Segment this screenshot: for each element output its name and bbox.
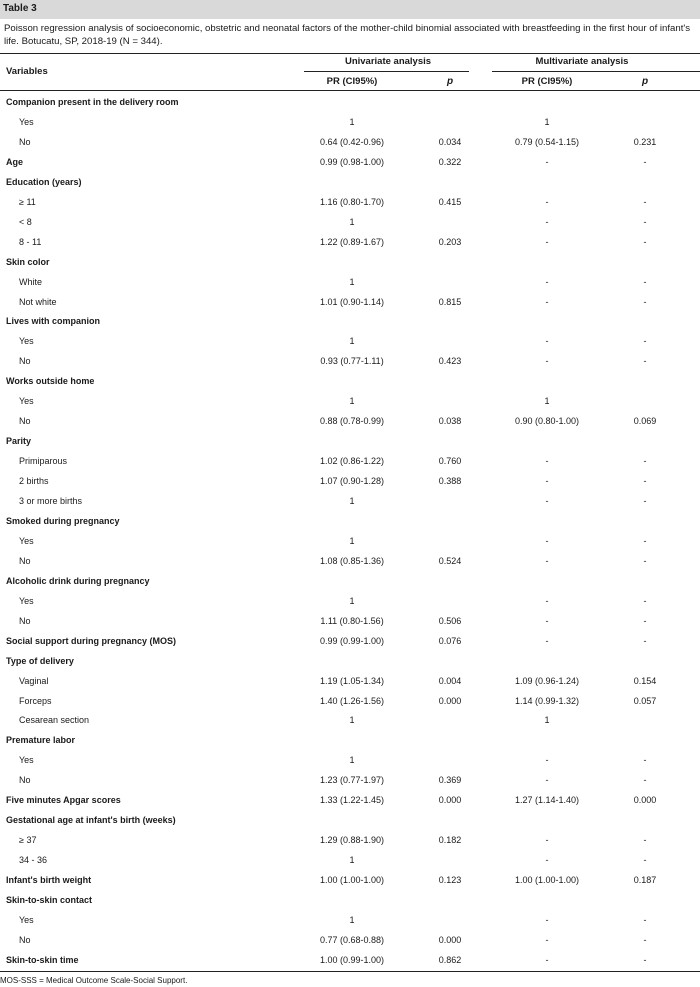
cell-pr-ci-uni: 1.19 (1.05-1.34)	[319, 676, 385, 686]
cell-p-uni: 0.423	[438, 356, 462, 366]
cell-pr-ci-multi: 0.79 (0.54-1.15)	[514, 137, 580, 147]
cell-p-uni: 0.004	[438, 676, 462, 686]
cell-pr-ci-uni: 1	[349, 596, 355, 606]
cell-pr-ci-uni: 1.33 (1.22-1.45)	[319, 795, 385, 805]
cell-p-uni: 0.000	[438, 696, 462, 706]
cell-pr-ci-uni: 1	[349, 496, 355, 506]
row-variable-label: Works outside home	[6, 376, 95, 386]
cell-pr-ci-uni: 1.23 (0.77-1.97)	[319, 775, 385, 785]
row-category-label: 34 - 36	[19, 855, 48, 865]
row-category-label: ≥ 37	[19, 835, 37, 845]
cell-pr-ci-multi: -	[545, 336, 549, 346]
cell-pr-ci-uni: 0.99 (0.99-1.00)	[319, 636, 385, 646]
row-category-label: Forceps	[19, 696, 52, 706]
row-category-label: 3 or more births	[19, 496, 83, 506]
row-variable-label: Parity	[6, 436, 32, 446]
row-variable-label: Education (years)	[6, 177, 82, 187]
cell-pr-ci-uni: 1.07 (0.90-1.28)	[319, 476, 385, 486]
cell-pr-ci-uni: 1.02 (0.86-1.22)	[319, 456, 385, 466]
cell-p-uni: 0.182	[438, 835, 462, 845]
cell-pr-ci-uni: 1.29 (0.88-1.90)	[319, 835, 385, 845]
cell-p-uni: 0.815	[438, 297, 462, 307]
cell-pr-ci-multi: -	[545, 297, 549, 307]
header-multivariate: Multivariate analysis	[535, 56, 629, 67]
cell-p-multi: -	[643, 356, 647, 366]
cell-pr-ci-multi: -	[545, 496, 549, 506]
row-category-label: < 8	[19, 217, 32, 227]
cell-p-multi: -	[643, 297, 647, 307]
row-category-label: Cesarean section	[19, 715, 90, 725]
cell-p-multi: 0.154	[633, 676, 657, 686]
row-category-label: No	[19, 935, 31, 945]
cell-p-multi: -	[643, 496, 647, 506]
cell-pr-ci-multi: 1.27 (1.14-1.40)	[514, 795, 580, 805]
row-variable-label: Skin-to-skin time	[6, 955, 79, 965]
cell-pr-ci-uni: 1	[349, 217, 355, 227]
row-variable-label: Social support during pregnancy (MOS)	[6, 636, 177, 646]
cell-pr-ci-uni: 1.40 (1.26-1.56)	[319, 696, 385, 706]
cell-p-multi: -	[643, 596, 647, 606]
cell-pr-ci-multi: -	[545, 855, 549, 865]
row-variable-label: Five minutes Apgar scores	[6, 795, 121, 805]
cell-pr-ci-uni: 0.64 (0.42-0.96)	[319, 137, 385, 147]
row-category-label: 2 births	[19, 476, 49, 486]
cell-pr-ci-multi: -	[545, 596, 549, 606]
row-category-label: White	[19, 277, 43, 287]
cell-p-uni: 0.123	[438, 875, 462, 885]
row-category-label: No	[19, 556, 31, 566]
cell-pr-ci-uni: 1.11 (0.80-1.56)	[320, 616, 384, 626]
row-variable-label: Type of delivery	[6, 656, 74, 666]
table-label: Table 3	[3, 3, 37, 14]
cell-p-multi: -	[643, 855, 647, 865]
row-category-label: No	[19, 775, 31, 785]
cell-p-uni: 0.038	[438, 416, 462, 426]
cell-p-uni: 0.322	[438, 157, 462, 167]
cell-pr-ci-multi: 1	[544, 396, 550, 406]
header-univariate: Univariate analysis	[344, 56, 432, 67]
cell-pr-ci-multi: -	[545, 955, 549, 965]
row-variable-label: Age	[6, 157, 24, 167]
cell-pr-ci-uni: 1	[349, 277, 355, 287]
row-variable-label: Smoked during pregnancy	[6, 516, 120, 526]
cell-p-multi: -	[643, 915, 647, 925]
cell-pr-ci-multi: -	[545, 476, 549, 486]
cell-p-multi: -	[643, 955, 647, 965]
cell-pr-ci-multi: -	[545, 536, 549, 546]
table-caption: Poisson regression analysis of socioeconomic, obstetric and neonatal factors of the mother-child binomial associated with breastfeeding in the first hour of infant's life. Botucatu, SP, 2018-19 (N = 344).	[4, 23, 691, 47]
header-variables: Variables	[6, 66, 48, 77]
cell-p-multi: 0.069	[633, 416, 657, 426]
row-variable-label: Premature labor	[6, 735, 76, 745]
cell-pr-ci-uni: 1	[349, 396, 355, 406]
cell-pr-ci-uni: 0.99 (0.98-1.00)	[319, 157, 385, 167]
cell-pr-ci-uni: 1.08 (0.85-1.36)	[319, 556, 385, 566]
cell-p-multi: -	[643, 636, 647, 646]
cell-p-multi: -	[643, 755, 647, 765]
table-footnote: MOS-SSS = Medical Outcome Scale-Social Support.	[0, 976, 188, 985]
cell-pr-ci-multi: -	[545, 835, 549, 845]
cell-pr-ci-uni: 1	[349, 336, 355, 346]
cell-pr-ci-uni: 1.00 (1.00-1.00)	[319, 875, 385, 885]
cell-p-multi: -	[643, 935, 647, 945]
cell-pr-ci-uni: 1	[349, 755, 355, 765]
cell-pr-ci-uni: 1.00 (0.99-1.00)	[319, 955, 385, 965]
header-p-uni: p	[446, 76, 454, 87]
cell-p-multi: 0.057	[633, 696, 657, 706]
row-variable-label: Infant's birth weight	[6, 875, 92, 885]
cell-p-multi: -	[643, 536, 647, 546]
row-variable-label: Alcoholic drink during pregnancy	[6, 576, 150, 586]
cell-p-uni: 0.076	[438, 636, 462, 646]
cell-pr-ci-multi: -	[545, 356, 549, 366]
row-category-label: Yes	[19, 915, 34, 925]
cell-pr-ci-multi: 1.14 (0.99-1.32)	[514, 696, 580, 706]
row-category-label: Yes	[19, 396, 34, 406]
cell-pr-ci-multi: -	[545, 616, 549, 626]
cell-p-uni: 0.000	[438, 795, 462, 805]
cell-pr-ci-uni: 1	[349, 715, 355, 725]
cell-p-multi: -	[643, 336, 647, 346]
table-title-bar	[0, 0, 700, 19]
cell-pr-ci-multi: 1	[544, 715, 550, 725]
row-category-label: Vaginal	[19, 676, 49, 686]
row-category-label: Yes	[19, 336, 34, 346]
cell-p-multi: -	[643, 157, 647, 167]
cell-p-multi: -	[643, 476, 647, 486]
cell-p-multi: -	[643, 616, 647, 626]
row-category-label: 8 - 11	[19, 237, 42, 247]
cell-p-multi: -	[643, 835, 647, 845]
cell-p-uni: 0.034	[438, 137, 462, 147]
table-top-rule	[0, 53, 700, 54]
row-category-label: Yes	[19, 117, 34, 127]
cell-pr-ci-multi: 0.90 (0.80-1.00)	[514, 416, 580, 426]
row-variable-label: Lives with companion	[6, 316, 101, 326]
cell-pr-ci-uni: 0.93 (0.77-1.11)	[320, 356, 384, 366]
cell-pr-ci-uni: 1	[349, 536, 355, 546]
row-category-label: No	[19, 416, 31, 426]
row-category-label: Yes	[19, 596, 34, 606]
cell-p-multi: 0.000	[633, 795, 657, 805]
univariate-underline	[304, 71, 469, 72]
cell-pr-ci-multi: -	[545, 556, 549, 566]
cell-pr-ci-uni: 1.22 (0.89-1.67)	[319, 237, 385, 247]
multivariate-underline	[492, 71, 700, 72]
cell-pr-ci-multi: -	[545, 915, 549, 925]
row-category-label: No	[19, 356, 31, 366]
header-pr-ci-uni: PR (CI95%)	[326, 76, 378, 87]
cell-p-multi: -	[643, 217, 647, 227]
cell-p-uni: 0.524	[438, 556, 462, 566]
row-category-label: No	[19, 616, 31, 626]
cell-pr-ci-uni: 0.88 (0.78-0.99)	[319, 416, 385, 426]
row-category-label: Yes	[19, 755, 34, 765]
row-variable-label: Companion present in the delivery room	[6, 97, 179, 107]
cell-pr-ci-uni: 1	[349, 117, 355, 127]
cell-pr-ci-multi: -	[545, 217, 549, 227]
cell-pr-ci-multi: 1	[544, 117, 550, 127]
cell-pr-ci-multi: 1.09 (0.96-1.24)	[514, 676, 580, 686]
cell-p-uni: 0.862	[438, 955, 462, 965]
cell-pr-ci-multi: -	[545, 775, 549, 785]
cell-pr-ci-multi: -	[545, 157, 549, 167]
row-variable-label: Skin-to-skin contact	[6, 895, 93, 905]
row-variable-label: Skin color	[6, 257, 50, 267]
cell-pr-ci-uni: 1.16 (0.80-1.70)	[319, 197, 385, 207]
row-variable-label: Gestational age at infant's birth (weeks)	[6, 815, 176, 825]
cell-p-uni: 0.388	[438, 476, 462, 486]
cell-p-multi: -	[643, 277, 647, 287]
cell-pr-ci-multi: -	[545, 935, 549, 945]
row-category-label: No	[19, 137, 31, 147]
cell-p-uni: 0.760	[438, 456, 462, 466]
header-p-multi: p	[641, 76, 649, 87]
cell-pr-ci-multi: -	[545, 277, 549, 287]
row-category-label: Yes	[19, 536, 34, 546]
cell-pr-ci-multi: 1.00 (1.00-1.00)	[514, 875, 580, 885]
cell-p-uni: 0.369	[438, 775, 462, 785]
cell-p-multi: -	[643, 237, 647, 247]
cell-pr-ci-uni: 1	[349, 855, 355, 865]
cell-pr-ci-uni: 0.77 (0.68-0.88)	[319, 935, 385, 945]
cell-p-multi: 0.231	[633, 137, 657, 147]
cell-pr-ci-uni: 1	[349, 915, 355, 925]
cell-pr-ci-multi: -	[545, 456, 549, 466]
row-category-label: Not white	[19, 297, 57, 307]
cell-p-uni: 0.415	[438, 197, 462, 207]
table-bottom-rule	[0, 971, 700, 972]
cell-pr-ci-multi: -	[545, 197, 549, 207]
cell-p-uni: 0.203	[438, 237, 462, 247]
header-bottom-rule	[0, 90, 700, 91]
header-pr-ci-multi: PR (CI95%)	[521, 76, 573, 87]
cell-p-multi: 0.187	[633, 875, 657, 885]
cell-p-multi: -	[643, 556, 647, 566]
cell-p-uni: 0.000	[438, 935, 462, 945]
cell-p-multi: -	[643, 775, 647, 785]
cell-pr-ci-multi: -	[545, 755, 549, 765]
cell-pr-ci-uni: 1.01 (0.90-1.14)	[319, 297, 385, 307]
row-category-label: ≥ 11	[19, 197, 36, 207]
cell-p-multi: -	[643, 456, 647, 466]
cell-pr-ci-multi: -	[545, 237, 549, 247]
cell-p-multi: -	[643, 197, 647, 207]
row-category-label: Primiparous	[19, 456, 68, 466]
cell-p-uni: 0.506	[438, 616, 462, 626]
cell-pr-ci-multi: -	[545, 636, 549, 646]
